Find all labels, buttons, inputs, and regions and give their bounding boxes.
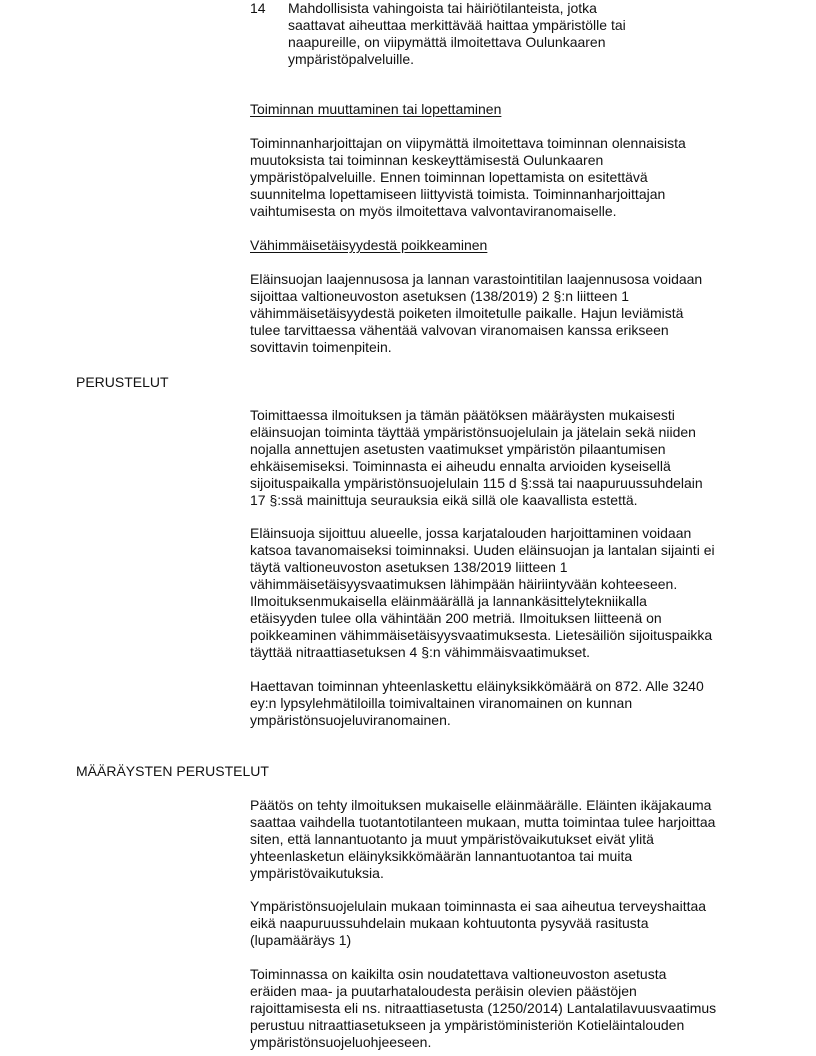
paragraph-maaraysten-2 <box>250 898 706 949</box>
text-line: täyttää nitraattiasetuksen 4 §:n vähimmäisvaatimukset. <box>250 644 591 660</box>
text-line: ympäristönsuojeluohjeeseen. <box>250 1034 432 1050</box>
paragraph-perustelut-2 <box>250 525 715 661</box>
text-line: Eläinsuoja sijoittuu alueelle, jossa karjatalouden harjoittaminen voidaan <box>250 525 692 541</box>
item-number: 14 <box>250 0 266 16</box>
text-line: eikä naapuruussuhdelain mukaan kohtuutonta pysyvää rasitusta <box>250 915 649 931</box>
text-line: Haettavan toiminnan yhteenlaskettu eläinyksikkömäärä on 872. Alle 3240 <box>250 678 704 694</box>
text-line: (lupamääräys 1) <box>250 932 352 948</box>
text-line: ympäristöpalveluille. <box>288 51 415 67</box>
text-line: ey:n lypsylehmätiloilla toimivaltainen viranomainen on kunnan <box>250 695 633 711</box>
text-line: saattavat aiheuttaa merkittävää haittaa ympäristölle tai <box>288 17 626 33</box>
section-heading-change: Toiminnan muuttaminen tai lopettaminen <box>250 101 502 117</box>
section-heading-distance: Vähimmäisetäisyydestä poikkeaminen <box>250 237 488 253</box>
section-label-perustelut: PERUSTELUT <box>76 374 169 390</box>
text-line: siten, että lannantuotanto ja muut ympäristövaikutukset eivät ylitä <box>250 831 654 847</box>
text-line: katsoa tavanomaiseksi toiminnaksi. Uuden eläinsuojan ja lantalan sijainti ei <box>250 542 715 558</box>
text-line: saattaa vaihdella tuotantotilanteen mukaan, mutta toimintaa tulee harjoittaa <box>250 814 716 830</box>
text-line: Eläinsuojan laajennusosa ja lannan varastointitilan laajennusosa voidaan <box>250 271 703 287</box>
text-line: perustuu nitraattiasetukseen ja ympäristöministeriön Kotieläintalouden <box>250 1017 685 1033</box>
text-line: vähimmäisetäisyydestä poiketen ilmoitetulle paikalle. Hajun leviämistä <box>250 305 684 321</box>
text-line: ehkäisemiseksi. Toiminnasta ei aiheudu ennalta arvioiden kyseisellä <box>250 458 671 474</box>
text-line: etäisyyden tulee olla vähintään 200 metriä. Ilmoituksen liitteenä on <box>250 610 662 626</box>
paragraph-maaraysten-1 <box>250 797 715 882</box>
paragraph-change <box>250 135 686 220</box>
text-line: naapureille, on viipymättä ilmoitettava Oulunkaaren <box>288 34 606 50</box>
text-line: Päätös on tehty ilmoituksen mukaiselle eläinmäärälle. Eläinten ikäjakauma <box>250 797 712 813</box>
text-line: eläinsuojan toiminta täyttää ympäristönsuojelulain ja jätelain sekä niiden <box>250 424 696 440</box>
text-line: eräiden maa- ja puutarhataloudesta peräisin olevien päästöjen <box>250 983 637 999</box>
text-line: 17 §:ssä mainittuja seurauksia eikä sillä ole kaavallista estettä. <box>250 492 638 508</box>
text-line: Ympäristönsuojelulain mukaan toiminnasta ei saa aiheutua terveyshaittaa <box>250 898 707 914</box>
text-line: Toiminnassa on kaikilta osin noudatettava valtioneuvoston asetusta <box>250 966 667 982</box>
text-line: rajoittamisesta eli ns. nitraattiasetusta (1250/2014) Lantalatilavuusvaatimus <box>250 1000 717 1016</box>
text-line: yhteenlasketun eläinyksikkömäärän lannantuotantoa tai muita <box>250 848 633 864</box>
text-line: Toiminnanharjoittajan on viipymättä ilmoitettava toiminnan olennaisista <box>250 135 686 151</box>
section-label-maaraysten-perustelut: MÄÄRÄYSTEN PERUSTELUT <box>76 763 269 779</box>
text-line: täytä valtioneuvoston asetuksen 138/2019 liitteen 1 <box>250 559 568 575</box>
text-line: Ilmoituksenmukaisella eläinmäärällä ja lannankäsittelytekniikalla <box>250 593 647 609</box>
paragraph-distance <box>250 271 702 356</box>
text-line: poikkeaminen vähimmäisetäisyysvaatimuksesta. Lietesäiliön sijoituspaikka <box>250 627 713 643</box>
paragraph-perustelut-1 <box>250 407 703 509</box>
paragraph-perustelut-3 <box>250 678 704 729</box>
regulation-item-14 <box>0 0 816 70</box>
text-line: sijoittaa valtioneuvoston asetuksen (138/2019) 2 §:n liitteen 1 <box>250 288 630 304</box>
text-line: sovittavin toimenpitein. <box>250 339 392 355</box>
paragraph-maaraysten-3 <box>250 966 716 1051</box>
text-line: ympäristövaikutuksia. <box>250 865 384 881</box>
text-line: nojalla annettujen asetusten vaatimukset ympäristön pilaantumisen <box>250 441 666 457</box>
item-text <box>288 0 626 68</box>
text-line: sijoituspaikalla ympäristönsuojelulain 115 d §:ssä tai naapuruussuhdelain <box>250 475 703 491</box>
text-line: ympäristönsuojeluviranomainen. <box>250 712 451 728</box>
text-line: vähimmäisetäisyysvaatimuksen lähimpään häiriintyvään kohteeseen. <box>250 576 678 592</box>
text-line: Mahdollisista vahingoista tai häiriötilanteista, jotka <box>288 0 597 16</box>
text-line: suunnitelma lopettamiseen liittyvistä toimista. Toiminnanharjoittajan <box>250 186 666 202</box>
text-line: tulee tarvittaessa vähentää valvovan viranomaisen kanssa erikseen <box>250 322 669 338</box>
text-line: Toimittaessa ilmoituksen ja tämän päätöksen määräysten mukaisesti <box>250 407 675 423</box>
text-line: vaihtumisesta on myös ilmoitettava valvontaviranomaiselle. <box>250 203 617 219</box>
text-line: ympäristöpalveluille. Ennen toiminnan lopettamista on esitettävä <box>250 169 648 185</box>
text-line: muutoksista tai toiminnan keskeyttämisestä Oulunkaaren <box>250 152 604 168</box>
